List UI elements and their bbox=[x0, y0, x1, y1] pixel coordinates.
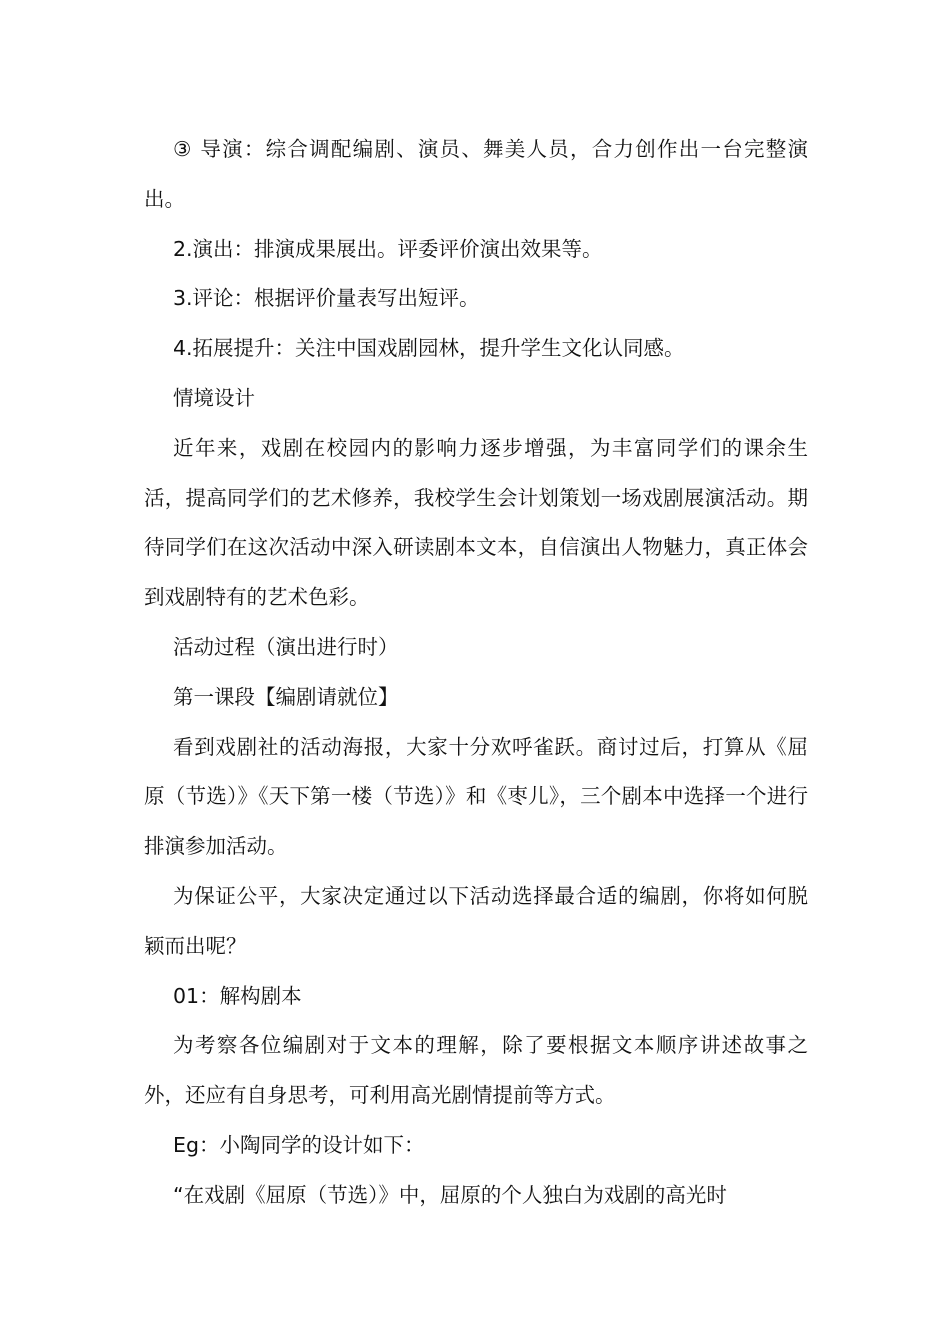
paragraph-example-quote: “在戏剧《屈原（节选）》中，屈原的个人独白为戏剧的高光时 bbox=[173, 1182, 727, 1207]
heading-first-session: 第一课段【编剧请就位】 bbox=[173, 684, 399, 709]
heading-deconstruct-script: 01：解构剧本 bbox=[173, 983, 302, 1008]
paragraph-director: ③ 导演：综合调配编剧、演员、舞美人员，合力创作出一台完整演出。 bbox=[144, 137, 808, 211]
paragraph-poster: 看到戏剧社的活动海报，大家十分欢呼雀跃。商讨过后，打算从《屈原（节选）》《天下第一楼（节选）》和《枣儿》，三个剧本中选择一个进行排演参加活动。 bbox=[144, 734, 808, 859]
paragraph-understanding: 为考察各位编剧对于文本的理解，除了要根据文本顺序讲述故事之外，还应有自身思考，可利用高光剧情提前等方式。 bbox=[144, 1033, 808, 1108]
paragraph-scenario: 近年来，戏剧在校园内的影响力逐步增强，为丰富同学们的课余生活，提高同学们的艺术修养，我校学生会计划策划一场戏剧展演活动。期待同学们在这次活动中深入研读剧本文本，自信演出人物魅力，真正体会到戏剧特有的艺术色彩。 bbox=[144, 435, 808, 610]
paragraph-performance: 2.演出：排演成果展出。评委评价演出效果等。 bbox=[173, 236, 603, 261]
paragraph-example-intro: Eg：小陶同学的设计如下： bbox=[173, 1132, 425, 1157]
paragraph-review: 3.评论：根据评价量表写出短评。 bbox=[173, 286, 480, 311]
heading-activity-process: 活动过程（演出进行时） bbox=[173, 634, 399, 659]
document-body bbox=[144, 125, 808, 1221]
paragraph-fairness: 为保证公平，大家决定通过以下活动选择最合适的编剧，你将如何脱颖而出呢？ bbox=[144, 883, 808, 958]
paragraph-extension: 4.拓展提升：关注中国戏剧园林，提升学生文化认同感。 bbox=[173, 336, 685, 361]
heading-scenario-design: 情境设计 bbox=[173, 385, 255, 410]
